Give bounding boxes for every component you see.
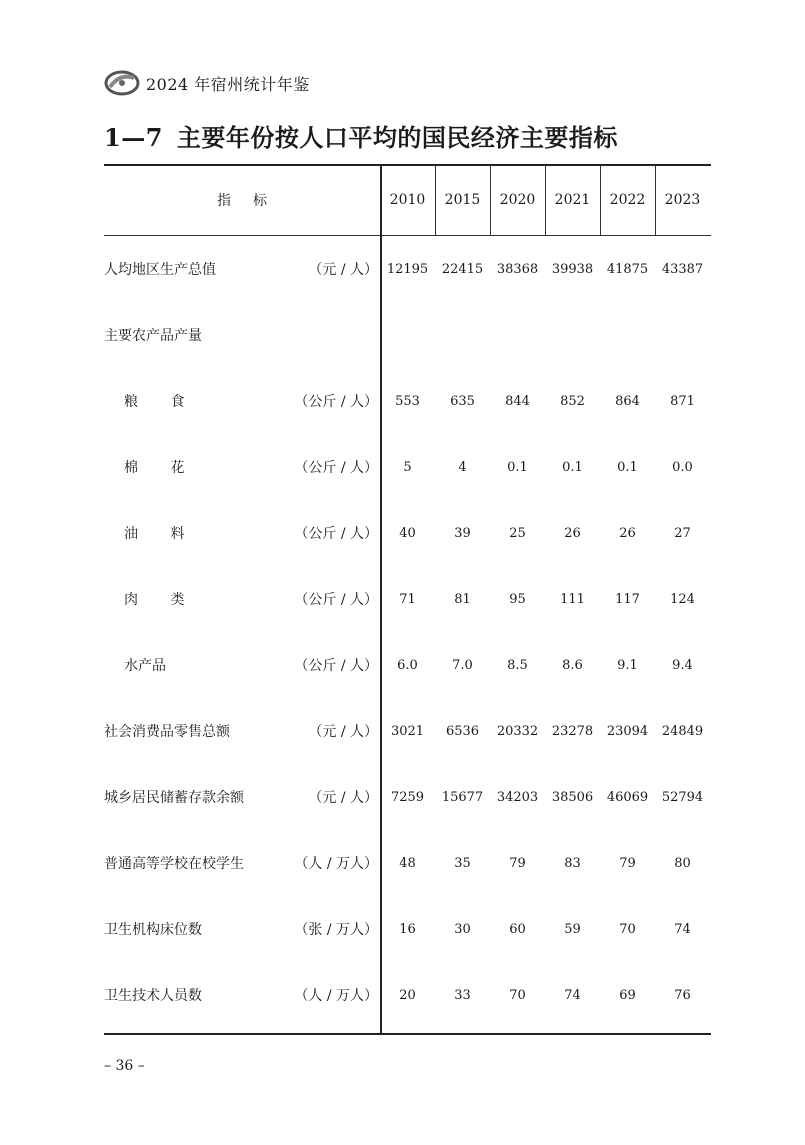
indicator-unit: （人 / 万人） [294, 856, 378, 872]
value-cell: 48 [399, 855, 416, 871]
indicator-header: 指标 [217, 192, 289, 209]
header-column-divider [435, 164, 436, 235]
value-cell: 15677 [441, 789, 484, 805]
value-cell: 43387 [661, 261, 704, 277]
header-column-divider [490, 164, 491, 235]
value-cell: 26 [564, 525, 581, 541]
indicator-unit: （公斤 / 人） [294, 460, 378, 476]
value-cell: 16 [399, 921, 416, 937]
value-cell: 30 [454, 921, 471, 937]
value-cell: 27 [674, 525, 691, 541]
indicator-unit: （元 / 人） [308, 724, 378, 740]
value-cell: 24849 [661, 723, 704, 739]
value-cell: 635 [450, 393, 475, 409]
value-cell: 7259 [390, 789, 425, 805]
value-cell: 4 [458, 459, 467, 475]
value-cell: 23094 [606, 723, 649, 739]
value-cell: 74 [564, 987, 581, 1003]
value-cell: 5 [403, 459, 412, 475]
year-header: 2022 [609, 191, 646, 208]
indicator-name: 城乡居民储蓄存款余额 [104, 790, 244, 806]
value-cell: 70 [619, 921, 636, 937]
value-cell: 23278 [551, 723, 594, 739]
value-cell: 46069 [606, 789, 649, 805]
indicator-unit: （人 / 万人） [294, 988, 378, 1004]
value-cell: 3021 [390, 723, 425, 739]
value-cell: 111 [560, 591, 585, 607]
value-cell: 33 [454, 987, 471, 1003]
value-cell: 25 [509, 525, 526, 541]
indicator-name: 水产品 [124, 658, 166, 674]
indicator-name: 普通高等学校在校学生 [104, 856, 244, 872]
indicator-unit: （公斤 / 人） [294, 592, 378, 608]
value-cell: 80 [674, 855, 691, 871]
value-cell: 6536 [445, 723, 480, 739]
value-cell: 41875 [606, 261, 649, 277]
value-cell: 20 [399, 987, 416, 1003]
value-cell: 7.0 [452, 657, 473, 673]
value-cell: 26 [619, 525, 636, 541]
value-cell: 79 [619, 855, 636, 871]
table-bottom-rule [104, 1033, 711, 1035]
year-header: 2010 [389, 191, 426, 208]
table-row [104, 764, 711, 830]
value-cell: 38368 [496, 261, 539, 277]
table-title [104, 118, 618, 153]
value-cell: 9.4 [672, 657, 693, 673]
value-cell: 124 [670, 591, 695, 607]
value-cell: 76 [674, 987, 691, 1003]
value-cell: 52794 [661, 789, 704, 805]
value-cell: 117 [615, 591, 640, 607]
year-header: 2015 [444, 191, 481, 208]
value-cell: 74 [674, 921, 691, 937]
value-cell: 71 [399, 591, 416, 607]
indicator-name: 卫生技术人员数 [104, 988, 202, 1004]
value-cell: 844 [505, 393, 530, 409]
table-title-text: 主要年份按人口平均的国民经济主要指标 [176, 123, 618, 152]
value-cell: 35 [454, 855, 471, 871]
header-column-divider [600, 164, 601, 235]
value-cell: 39938 [551, 261, 594, 277]
value-cell: 8.5 [507, 657, 528, 673]
value-cell: 79 [509, 855, 526, 871]
header-column-divider [545, 164, 546, 235]
statistics-table [104, 164, 711, 1036]
value-cell: 8.6 [562, 657, 583, 673]
value-cell: 864 [615, 393, 640, 409]
value-cell: 60 [509, 921, 526, 937]
indicator-unit: （公斤 / 人） [294, 658, 378, 674]
table-row [104, 434, 711, 500]
page-number: – 36 – [104, 1058, 145, 1074]
year-header: 2023 [664, 191, 701, 208]
indicator-unit: （公斤 / 人） [294, 394, 378, 410]
value-cell: 871 [670, 393, 695, 409]
indicator-name: 卫生机构床位数 [104, 922, 202, 938]
value-cell: 59 [564, 921, 581, 937]
value-cell: 39 [454, 525, 471, 541]
value-cell: 852 [560, 393, 585, 409]
value-cell: 12195 [386, 261, 429, 277]
indicator-name: 油 料 [124, 526, 199, 542]
indicator-name: 人均地区生产总值 [104, 262, 216, 278]
table-number: 1—7 [104, 123, 163, 152]
indicator-name: 粮 食 [124, 394, 199, 410]
table-row [104, 962, 711, 1028]
table-row [104, 896, 711, 962]
running-header [104, 66, 310, 100]
value-cell: 9.1 [617, 657, 638, 673]
value-cell: 38506 [551, 789, 594, 805]
value-cell: 6.0 [397, 657, 418, 673]
table-row [104, 830, 711, 896]
header-text: 2024 年宿州统计年鉴 [146, 74, 310, 94]
value-cell: 34203 [496, 789, 539, 805]
value-cell: 83 [564, 855, 581, 871]
header-column-divider [655, 164, 656, 235]
table-row [104, 566, 711, 632]
indicator-unit: （公斤 / 人） [294, 526, 378, 542]
value-cell: 20332 [496, 723, 539, 739]
indicator-unit: （元 / 人） [308, 262, 378, 278]
value-cell: 553 [395, 393, 420, 409]
table-row [104, 500, 711, 566]
year-header: 2020 [499, 191, 536, 208]
year-header: 2021 [554, 191, 591, 208]
value-cell: 0.1 [562, 459, 583, 475]
value-cell: 0.1 [507, 459, 528, 475]
value-cell: 0.0 [672, 459, 693, 475]
yearbook-logo-icon [104, 69, 140, 97]
value-cell: 22415 [441, 261, 484, 277]
value-cell: 69 [619, 987, 636, 1003]
value-cell: 81 [454, 591, 471, 607]
indicator-name: 主要农产品产量 [104, 328, 202, 344]
indicator-unit: （元 / 人） [308, 790, 378, 806]
indicator-name: 社会消费品零售总额 [104, 724, 230, 740]
indicator-name: 棉 花 [124, 460, 199, 476]
table-row [104, 632, 711, 698]
value-cell: 70 [509, 987, 526, 1003]
table-row [104, 698, 711, 764]
value-cell: 0.1 [617, 459, 638, 475]
indicator-name: 肉 类 [124, 592, 199, 608]
value-cell: 40 [399, 525, 416, 541]
value-cell: 95 [509, 591, 526, 607]
table-row [104, 236, 711, 302]
indicator-unit: （张 / 万人） [294, 922, 378, 938]
table-row [104, 302, 711, 368]
table-row [104, 368, 711, 434]
